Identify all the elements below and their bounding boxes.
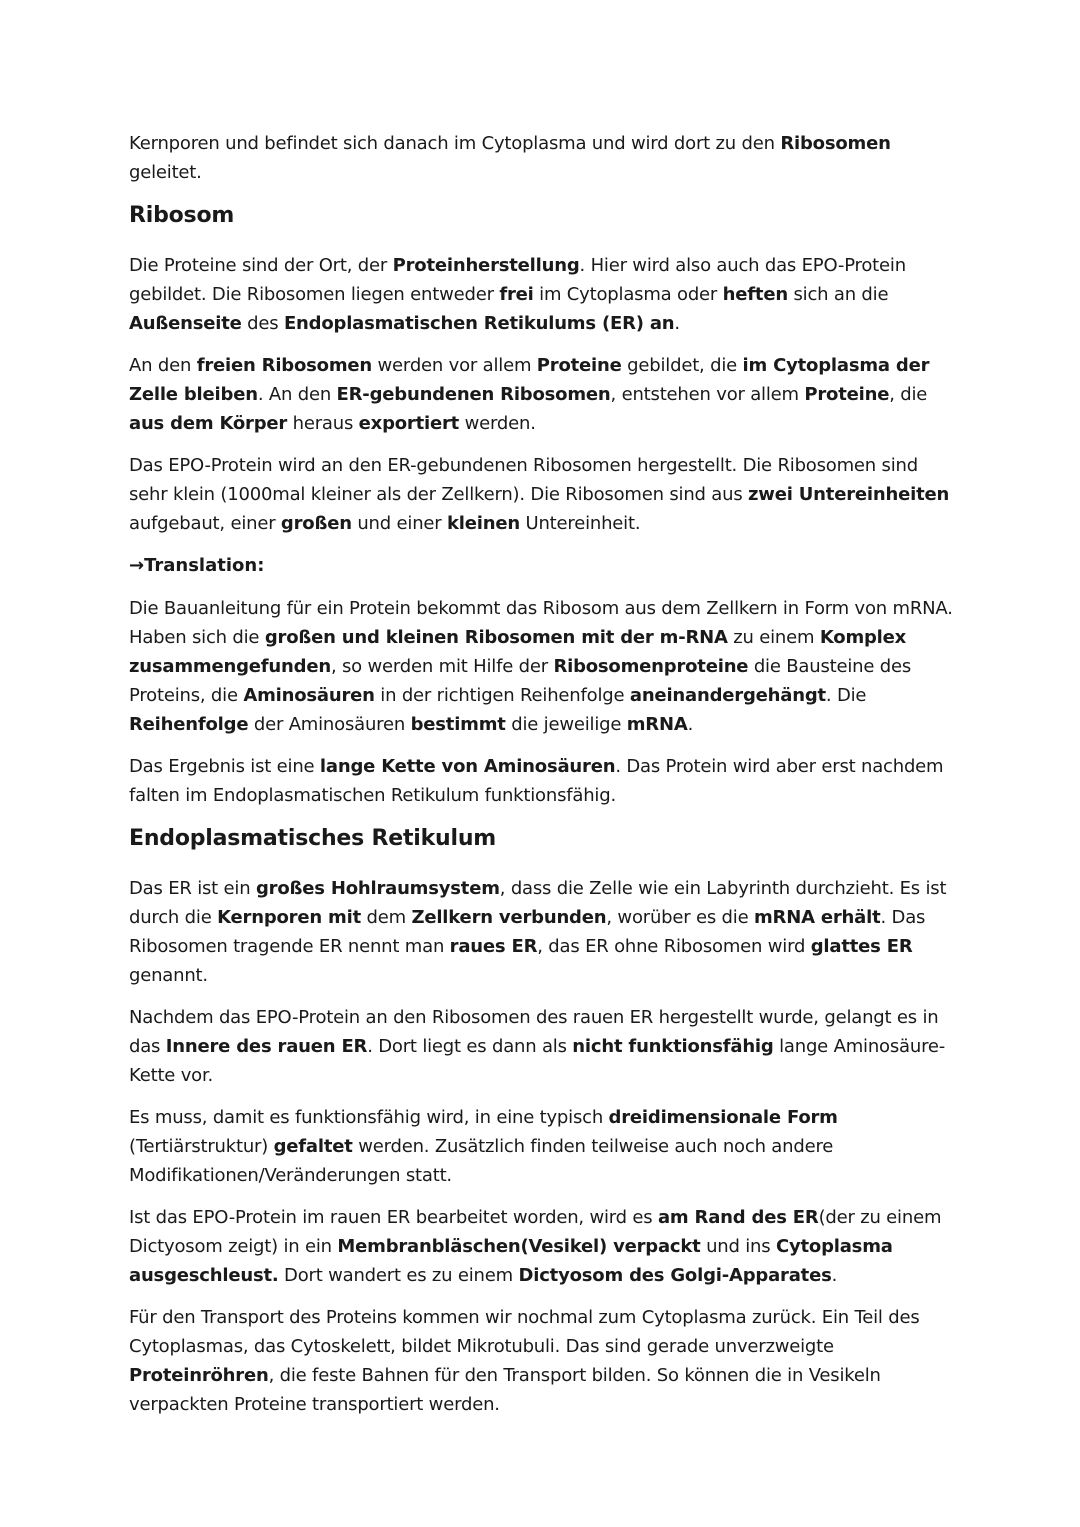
text-run: , das ER ohne Ribosomen wird — [537, 936, 811, 957]
bold-text-run: mRNA — [626, 714, 688, 735]
text-run: werden vor allem — [372, 355, 537, 376]
text-run: , die feste Bahnen für den Transport bilden. So können die in Vesikeln verpackten Proteine transportiert werden. — [129, 1365, 881, 1415]
bold-text-run: freien Ribosomen — [196, 355, 373, 376]
text-run: lange Aminosäure-Kette vor. — [129, 1036, 946, 1086]
text-run: (der zu einem Dictyosom zeigt) in ein — [129, 1207, 942, 1257]
text-run: Das EPO-Protein wird an den ER-gebundenen Ribosomen hergestellt. Die Ribosomen sind sehr klein (1000mal kleiner als der Zellkern). Die Ribosomen sind aus — [129, 455, 918, 505]
bold-text-run: Komplex zusammengefunden — [129, 627, 907, 677]
heading-translation: →Translation: — [129, 555, 265, 576]
bold-text-run: Dictyosom des Golgi-Apparates — [518, 1265, 832, 1286]
paragraph-translation — [129, 594, 959, 739]
text-run: die Bausteine des Proteins, die — [129, 656, 912, 706]
bold-text-run: Ribosomenproteine — [553, 656, 749, 677]
bold-text-run: großes Hohlraumsystem — [255, 878, 500, 899]
text-run: und einer — [351, 513, 447, 534]
paragraph-freie-ribosomen — [129, 351, 959, 438]
text-run: . An den — [257, 384, 337, 405]
bold-text-run: lange Kette von Aminosäuren — [319, 756, 616, 777]
bold-text-run: frei — [499, 284, 534, 305]
bold-text-run: bestimmt — [410, 714, 506, 735]
text-run: Nachdem das EPO-Protein an den Ribosomen des rauen ER hergestellt wurde, gelangt es in das — [129, 1007, 939, 1057]
bold-text-run: Proteinherstellung — [392, 255, 580, 276]
bold-text-run: Proteine — [804, 384, 890, 405]
bold-text-run: Außenseite — [129, 313, 242, 334]
text-run: geleitet. — [129, 162, 202, 183]
text-run: , entstehen vor allem — [610, 384, 805, 405]
paragraph-ribosomen-groesse — [129, 451, 959, 538]
bold-text-run: großen — [280, 513, 352, 534]
paragraph-vesikel — [129, 1203, 959, 1290]
heading-ribosom: Ribosom — [129, 203, 235, 228]
bold-text-run: Endoplasmatischen Retikulums (ER) an — [283, 313, 675, 334]
bold-text-run: Reihenfolge — [129, 714, 249, 735]
bold-text-run: mRNA erhält — [753, 907, 881, 928]
text-run: , die — [889, 384, 928, 405]
text-run: . — [674, 313, 680, 334]
text-run: Die Proteine sind der Ort, der — [129, 255, 393, 276]
text-run: gebildet, die — [621, 355, 743, 376]
text-run: Das ER ist ein — [129, 878, 256, 899]
text-run: Kernporen und befindet sich danach im Cytoplasma und wird dort zu den — [129, 133, 781, 154]
text-run: Ist das EPO-Protein im rauen ER bearbeitet worden, wird es — [129, 1207, 658, 1228]
bold-text-run: großen und kleinen Ribosomen mit der m-RNA — [264, 627, 728, 648]
text-run: . — [687, 714, 694, 735]
bold-text-run: nicht funktionsfähig — [572, 1036, 774, 1057]
text-run: aufgebaut, einer — [129, 513, 281, 534]
text-run: Das Ergebnis ist eine — [129, 756, 320, 777]
text-run: , worüber es die — [606, 907, 754, 928]
text-run: Die Bauanleitung für ein Protein bekommt das Ribosom aus dem Zellkern in Form von mRNA. Haben sich die — [129, 598, 953, 648]
paragraph-er-hohlraumsystem — [129, 874, 959, 990]
bold-text-run: Membranbläschen(Vesikel) verpackt — [337, 1236, 701, 1257]
bold-text-run: Kernporen mit — [217, 907, 361, 928]
bold-text-run: kleinen — [447, 513, 520, 534]
text-run: sich an die — [787, 284, 889, 305]
text-run: werden. — [459, 413, 536, 434]
bold-text-run: Ribosomen — [780, 133, 891, 154]
paragraph-faltung — [129, 1103, 959, 1190]
text-run: Für den Transport des Proteins kommen wir nochmal zum Cytoplasma zurück. Ein Teil des Cytoplasmas, das Cytoskelett, bildet Mikrotubuli. Das sind gerade unverzweigte — [129, 1307, 920, 1357]
bold-text-run: raues ER — [449, 936, 538, 957]
bold-text-run: aus dem Körper — [129, 413, 288, 434]
paragraph-er-inneres — [129, 1003, 959, 1090]
text-run: . Dort liegt es dann als — [367, 1036, 573, 1057]
text-run: zu einem — [727, 627, 820, 648]
bold-text-run: Proteine — [536, 355, 622, 376]
text-run: die jeweilige — [505, 714, 627, 735]
text-run: , dass die Zelle wie ein Labyrinth durchzieht. Es ist durch die — [129, 878, 947, 928]
bold-text-run: Zellkern verbunden — [411, 907, 607, 928]
text-run: , so werden mit Hilfe der — [330, 656, 554, 677]
heading-endoplasmatisches-retikulum: Endoplasmatisches Retikulum — [129, 826, 497, 851]
text-run: heraus — [287, 413, 359, 434]
paragraph-ergebnis — [129, 752, 959, 810]
text-run: Dort wandert es zu einem — [278, 1265, 519, 1286]
text-run: . Das Ribosomen tragende ER nennt man — [129, 907, 926, 957]
paragraph-transport — [129, 1303, 959, 1419]
bold-text-run: zwei Untereinheiten — [748, 484, 950, 505]
text-run: in der richtigen Reihenfolge — [374, 685, 630, 706]
bold-text-run: dreidimensionale Form — [608, 1107, 838, 1128]
bold-text-run: heften — [722, 284, 788, 305]
text-run: der Aminosäuren — [248, 714, 411, 735]
bold-text-run: Aminosäuren — [243, 685, 375, 706]
text-run: im Cytoplasma oder — [533, 284, 723, 305]
text-run: . Die — [825, 685, 867, 706]
bold-text-run: ER-gebundenen Ribosomen — [336, 384, 611, 405]
text-run: Untereinheit. — [519, 513, 641, 534]
text-run: genannt. — [129, 965, 208, 986]
text-run: dem — [360, 907, 412, 928]
text-run: (Tertiärstruktur) — [129, 1136, 274, 1157]
bold-text-run: gefaltet — [273, 1136, 353, 1157]
bold-text-run: glattes ER — [810, 936, 913, 957]
bold-text-run: im Cytoplasma der Zelle bleiben — [129, 355, 930, 405]
paragraph-proteinherstellung — [129, 251, 959, 338]
text-run: An den — [129, 355, 197, 376]
bold-text-run: exportiert — [358, 413, 460, 434]
text-run: . — [831, 1265, 838, 1286]
document-page — [129, 129, 959, 1419]
text-run: Es muss, damit es funktionsfähig wird, in eine typisch — [129, 1107, 609, 1128]
bold-text-run: Cytoplasma ausgeschleust. — [129, 1236, 893, 1286]
text-run: . Hier wird also auch das EPO-Protein gebildet. Die Ribosomen liegen entweder — [129, 255, 906, 305]
text-run: des — [241, 313, 284, 334]
bold-text-run: Innere des rauen ER — [165, 1036, 368, 1057]
paragraph-kernporen — [129, 129, 959, 187]
bold-text-run: aneinandergehängt — [629, 685, 826, 706]
text-run: werden. Zusätzlich finden teilweise auch noch andere Modifikationen/Veränderungen statt. — [129, 1136, 834, 1186]
text-run: und ins — [700, 1236, 776, 1257]
text-run: . Das Protein wird aber erst nachdem falten im Endoplasmatischen Retikulum funktionsfähig. — [129, 756, 944, 806]
bold-text-run: am Rand des ER — [657, 1207, 819, 1228]
bold-text-run: Proteinröhren — [129, 1365, 269, 1386]
